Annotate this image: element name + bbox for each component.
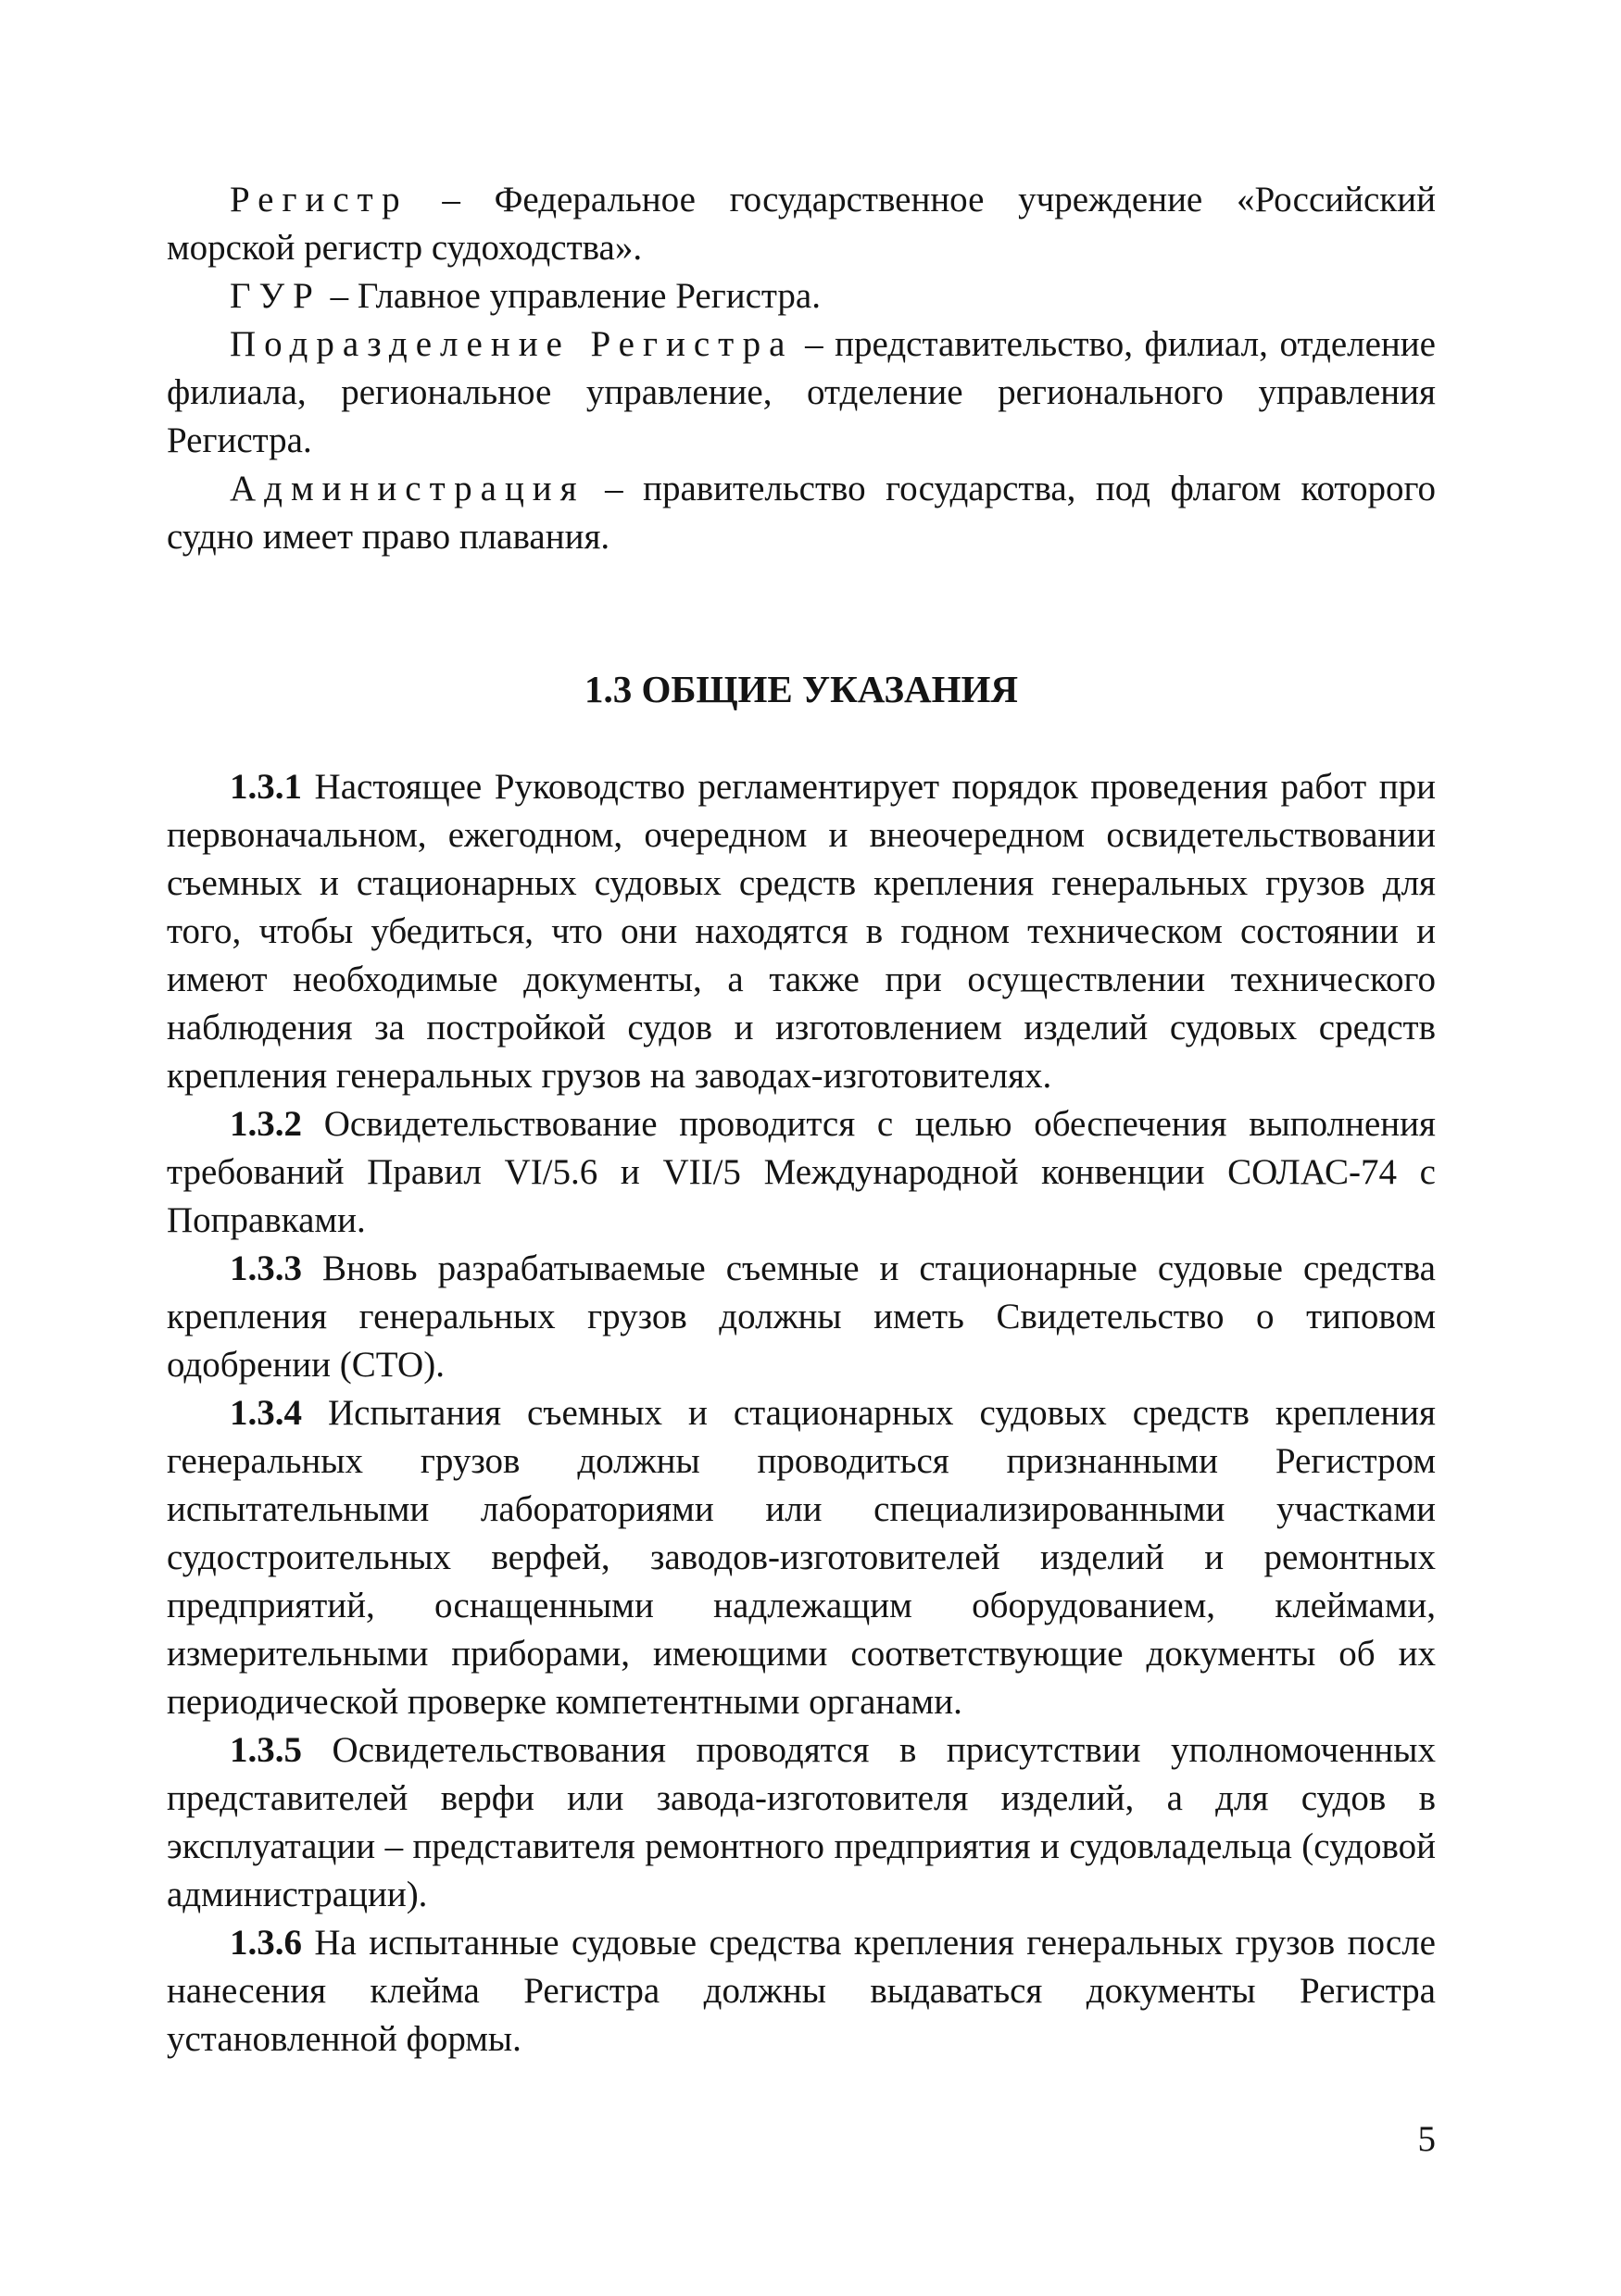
definition-term: Подразделение Регистра [230, 324, 794, 364]
clause-paragraph [167, 1726, 1436, 1919]
page-number: 5 [1417, 2119, 1436, 2159]
clause-text: Вновь разрабатываемые съемные и стационарные судовые средства крепления генеральных грузов должны иметь Свидетельство о типовом одобрении (СТО). [167, 1248, 1436, 1385]
definition-term: Регистр [230, 180, 408, 220]
definition-paragraph [167, 320, 1436, 465]
clause-number: 1.3.2 [230, 1104, 302, 1144]
clause-paragraph [167, 1100, 1436, 1245]
clause-text: Освидетельствование проводится с целью обеспечения выполнения требований Правил VI/5.6 и VII/5 Международной конвенции СОЛАС-74 с Поправками. [167, 1104, 1436, 1240]
page-content [167, 176, 1436, 2064]
clause-paragraph [167, 1389, 1436, 1726]
clause-number: 1.3.3 [230, 1248, 302, 1288]
clause-text: Испытания съемных и стационарных судовых средств крепления генеральных грузов должны проводиться признанными Регистром испытательными лабораториями или специализированными участками судостроительных верфей, заводов-изготовителей изделий и ремонтных предприятий, оснащенными надлежащим оборудованием, клеймами, измерительными приборами, имеющими соответствующие документы об их периодической проверке компетентными органами. [167, 1393, 1436, 1722]
clause-paragraph [167, 1919, 1436, 2064]
clause-number: 1.3.1 [230, 767, 302, 807]
section-heading: 1.3 ОБЩИЕ УКАЗАНИЯ [584, 668, 1019, 710]
definition-text: – представительство, филиал, отделение филиала, региональное управление, отделение регионального управления Регистра. [167, 324, 1436, 460]
definition-paragraph [167, 465, 1436, 561]
clause-paragraph [167, 763, 1436, 1100]
definition-paragraph [167, 272, 1436, 320]
clause-text: На испытанные судовые средства крепления генеральных грузов после нанесения клейма Регистра должны выдаваться документы Регистра установленной формы. [167, 1923, 1436, 2059]
definition-term: ГУР [230, 276, 321, 316]
clause-paragraph [167, 1245, 1436, 1389]
clause-number: 1.3.6 [230, 1923, 302, 1963]
definition-term: Администрация [230, 469, 585, 508]
clause-text: Освидетельствования проводятся в присутствии уполномоченных представителей верфи или завода-изготовителя изделий, а для судов в эксплуатации – представителя ремонтного предприятия и судовладельца (судовой администрации). [167, 1730, 1436, 1914]
clause-number: 1.3.5 [230, 1730, 302, 1770]
clause-number: 1.3.4 [230, 1393, 302, 1433]
definition-paragraph [167, 176, 1436, 272]
definition-text: – Главное управление Регистра. [320, 276, 821, 316]
definition-text: – правительство государства, под флагом которого судно имеет право плавания. [167, 469, 1436, 557]
definition-text: – Федеральное государственное учреждение «Российский морской регистр судоходства». [167, 180, 1436, 268]
clause-text: Настоящее Руководство регламентирует порядок проведения работ при первоначальном, ежегодном, очередном и внеочередном освидетельствовании съемных и стационарных судовых средств крепления генеральных грузов для того, чтобы убедиться, что они находятся в годном техническом состоянии и имеют необходимые документы, а также при осуществлении технического наблюдения за постройкой судов и изготовлением изделий судовых средств крепления генеральных грузов на заводах-изготовителях. [167, 767, 1436, 1096]
